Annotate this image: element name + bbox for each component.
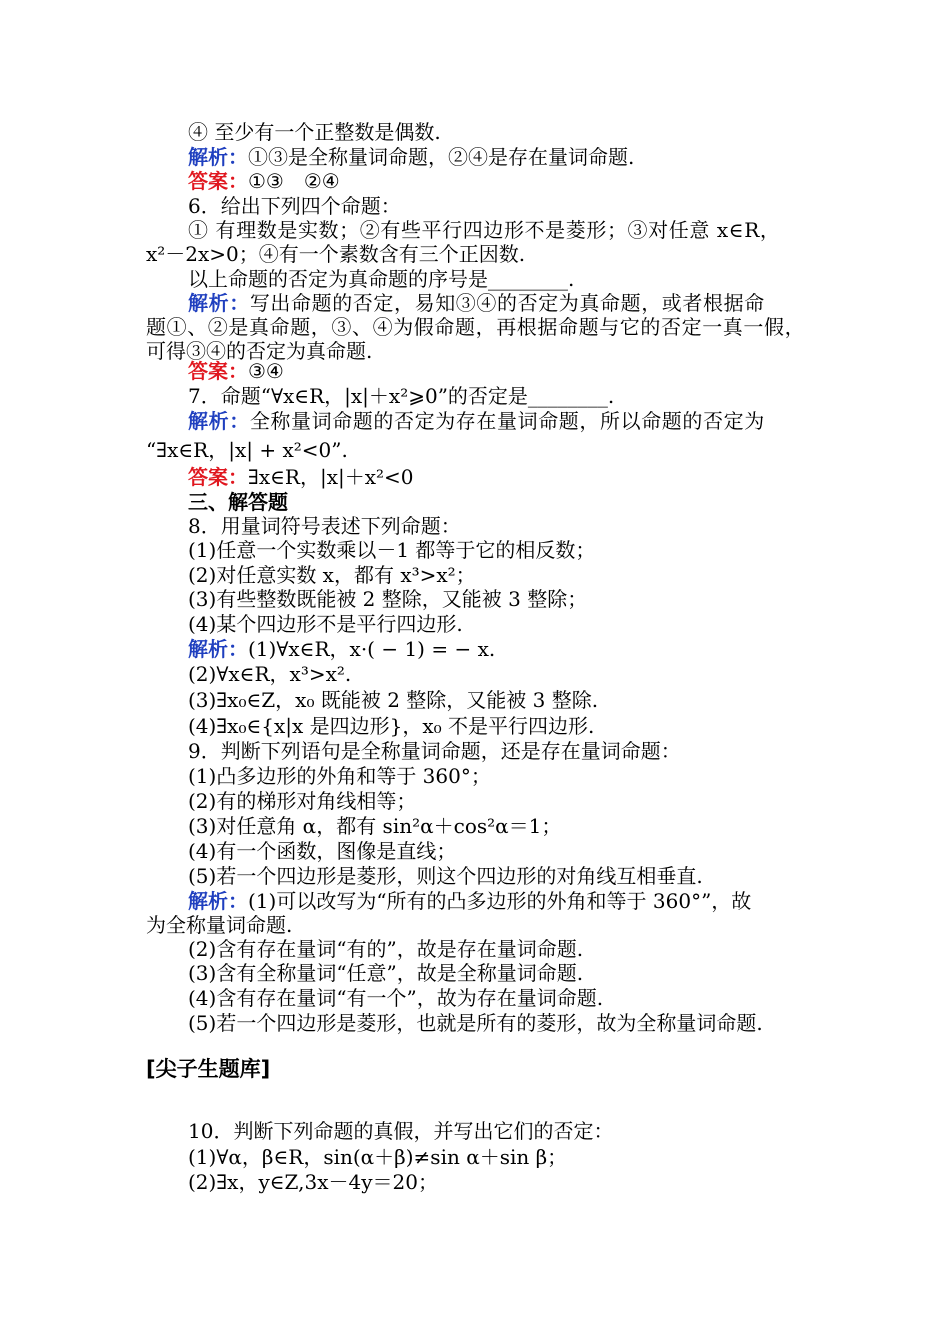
analysis-8-line-2 — [188, 662, 351, 686]
line-text: (3)对任意角 α，都有 sin²α＋cos²α＝1； — [188, 814, 562, 838]
line-text: (1)∀α，β∈R，sin(α＋β)≠sin α＋sin β； — [188, 1145, 568, 1169]
question-8-item-2 — [188, 563, 476, 587]
analysis-9-line-2 — [146, 913, 292, 937]
line-text: 可得③④的否定为真命题. — [146, 339, 373, 363]
line-text: (5)若一个四边形是菱形，则这个四边形的对角线互相垂直. — [188, 864, 703, 888]
line-text: 以上命题的否定为真命题的序号是________. — [188, 267, 575, 291]
question-10-title — [188, 1119, 613, 1143]
question-6-title — [188, 194, 401, 218]
question-8-item-4 — [188, 612, 463, 636]
analysis-8-line-4 — [188, 714, 594, 738]
question-7-title — [188, 384, 614, 408]
answer-7 — [188, 465, 414, 489]
question-10-item-2 — [188, 1170, 438, 1194]
analysis-9-line-3 — [188, 937, 583, 961]
question-6-line-2 — [146, 242, 525, 266]
analysis-label: 解析： — [188, 889, 248, 913]
line-text: (1)可以改写为“所有的凸多边形的外角和等于 360°”，故 — [248, 889, 752, 913]
answer-label: 答案： — [188, 465, 248, 489]
analysis-7-line-1 — [188, 409, 765, 433]
question-9-item-3 — [188, 814, 561, 838]
analysis-7-line-2 — [146, 438, 348, 462]
line-text: (3)含有全称量词“任意”，故是全称量词命题. — [188, 961, 584, 985]
line-text: (2)有的梯形对角线相等； — [188, 789, 417, 813]
line-text: (4)某个四边形不是平行四边形. — [188, 612, 463, 636]
line-text: 10．判断下列命题的真假，并写出它们的否定： — [188, 1119, 614, 1143]
line-text: (3)∃x₀∈Z，x₀ 既能被 2 整除，又能被 3 整除. — [188, 688, 599, 712]
analysis-8-line-1 — [188, 637, 495, 661]
question-9-item-4 — [188, 839, 456, 863]
analysis-6-line-2 — [146, 315, 805, 339]
answer-6 — [188, 359, 284, 383]
analysis-label: 解析： — [188, 409, 250, 433]
answer-label: 答案： — [188, 359, 248, 383]
analysis-8-line-3 — [188, 688, 598, 712]
analysis-9-line-4 — [188, 961, 583, 985]
line-text: ∃x∈R，|x|＋x²<0 — [248, 465, 414, 489]
line-text: 三、解答题 — [188, 490, 288, 514]
analysis-9-line-6 — [188, 1011, 763, 1035]
line-text: “∃x∈R，|x| + x²<0”. — [146, 438, 348, 462]
question-6-blank — [188, 267, 574, 291]
line-item-4 — [188, 120, 441, 144]
analysis-9-line-5 — [188, 986, 603, 1010]
answer-5 — [188, 169, 340, 193]
line-text: 写出命题的否定，易知③④的否定为真命题，或者根据命 — [249, 291, 765, 315]
line-text: x²－2x>0；④有一个素数含有三个正因数. — [146, 242, 526, 266]
analysis-5 — [188, 145, 634, 169]
line-text: (2)∃x，y∈Z,3x－4y＝20； — [188, 1170, 438, 1194]
line-text: 全称量词命题的否定为存在量词命题，所以命题的否定为 — [249, 409, 765, 433]
line-text: 6．给出下列四个命题： — [188, 194, 401, 218]
analysis-label: 解析： — [188, 145, 248, 169]
line-text: ①③ ②④ — [248, 169, 340, 193]
line-text: (3)有些整数既能被 2 整除，又能被 3 整除； — [188, 587, 588, 611]
line-text: ① 有理数是实数；②有些平行四边形不是菱形；③对任意 x∈R， — [188, 218, 781, 242]
line-text: 8．用量词符号表述下列命题： — [188, 514, 461, 538]
line-text: ①③是全称量词命题，②④是存在量词命题. — [248, 145, 635, 169]
line-text: (1)凸多边形的外角和等于 360°； — [188, 764, 491, 788]
analysis-label: 解析： — [188, 291, 250, 315]
question-8-item-3 — [188, 587, 587, 611]
question-8-item-1 — [188, 538, 595, 562]
line-text: (4)有一个函数，图像是直线； — [188, 839, 457, 863]
question-9-item-1 — [188, 764, 491, 788]
line-text: (2)∀x∈R，x³>x². — [188, 662, 352, 686]
line-text: (4)含有存在量词“有一个”，故为存在量词命题. — [188, 986, 604, 1010]
question-bank-heading — [146, 1057, 270, 1081]
analysis-label: 解析： — [188, 637, 248, 661]
question-10-item-1 — [188, 1145, 567, 1169]
line-text: (1)∀x∈R，x·( − 1) = − x. — [248, 637, 496, 661]
line-text: (2)对任意实数 x，都有 x³>x²； — [188, 563, 476, 587]
analysis-9-line-1 — [188, 889, 751, 913]
question-9-item-2 — [188, 789, 416, 813]
line-text: [尖子生题库] — [146, 1057, 271, 1081]
line-text: (1)任意一个实数乘以－1 都等于它的相反数； — [188, 538, 596, 562]
answer-label: 答案： — [188, 169, 248, 193]
line-text: ④ 至少有一个正整数是偶数. — [188, 120, 441, 144]
section-heading — [188, 490, 288, 514]
line-text: 7．命题“∀x∈R，|x|＋x²⩾0”的否定是________. — [188, 384, 615, 408]
question-9-item-5 — [188, 864, 703, 888]
question-6-line-1 — [188, 218, 780, 242]
line-text: (5)若一个四边形是菱形，也就是所有的菱形，故为全称量词命题. — [188, 1011, 763, 1035]
line-text: (4)∃x₀∈{x|x 是四边形}，x₀ 不是平行四边形. — [188, 714, 595, 738]
line-text: 题①、②是真命题，③、④为假命题，再根据命题与它的否定一真一假， — [146, 315, 806, 339]
line-text: (2)含有存在量词“有的”，故是存在量词命题. — [188, 937, 584, 961]
question-8-title — [188, 514, 461, 538]
line-text: 为全称量词命题. — [146, 913, 293, 937]
line-text: 9．判断下列语句是全称量词命题，还是存在量词命题： — [188, 739, 681, 763]
line-text: ③④ — [248, 359, 284, 383]
analysis-6-line-1 — [188, 291, 765, 315]
question-9-title — [188, 739, 681, 763]
